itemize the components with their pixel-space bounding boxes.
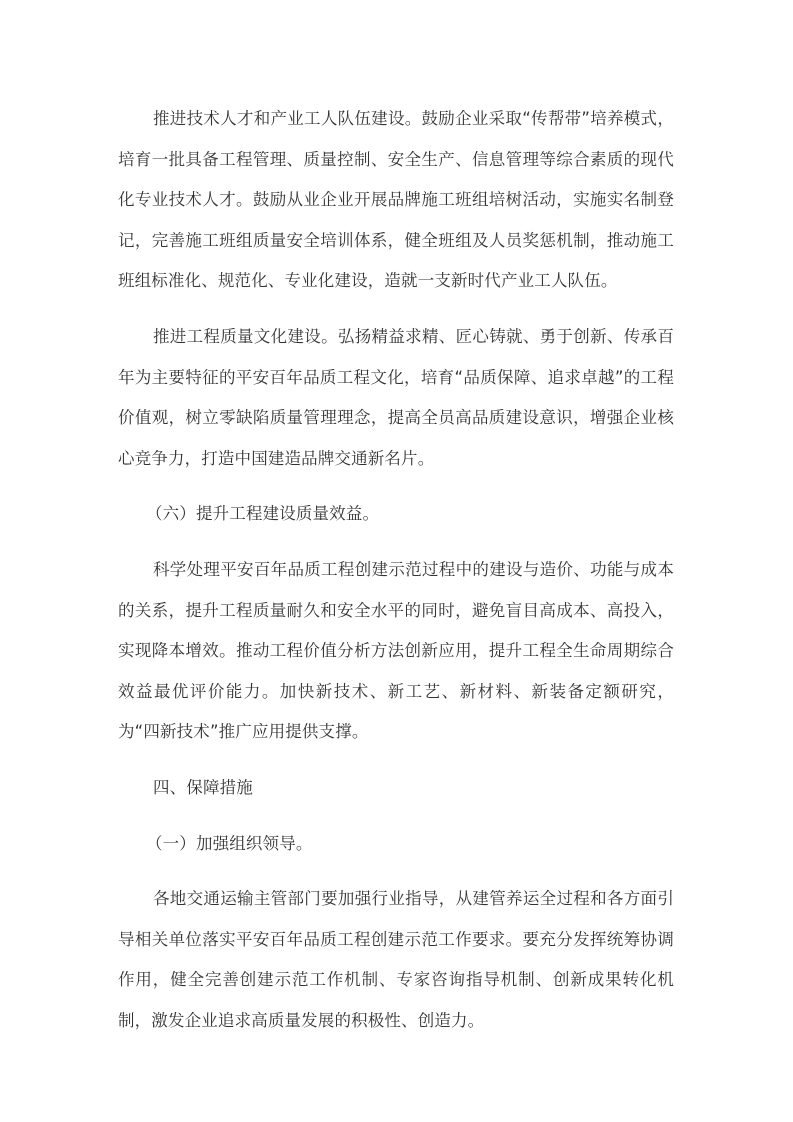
paragraph-quality-culture: 推进工程质量文化建设。弘扬精益求精、匠心铸就、勇于创新、传承百年为主要特征的平安百年品质工程文化，培育“品质保障、追求卓越”的工程价值观，树立零缺陷质量管理理念，提高全员高品质建设意识，增强企业核心竞争力，打造中国建造品牌交通新名片。 bbox=[118, 326, 674, 468]
paragraph-talent-workforce: 推进技术人才和产业工人队伍建设。鼓励企业采取“传帮带”培养模式，培育一批具备工程管理、质量控制、安全生产、信息管理等综合素质的现代化专业技术人才。鼓励从业企业开展品牌施工班组培树活动，实施实名制登记，完善施工班组质量安全培训体系，健全班组及人员奖惩机制，推动施工班组标准化、规范化、专业化建设，造就一支新时代产业工人队伍。 bbox=[118, 109, 674, 291]
section-heading-safeguards: 四、保障措施 bbox=[153, 777, 253, 797]
subheading-six: （六）提升工程建设质量效益。 bbox=[146, 504, 380, 524]
subheading-one: （一）加强组织领导。 bbox=[146, 833, 313, 853]
paragraph-quality-benefit: 科学处理平安百年品质工程创建示范过程中的建设与造价、功能与成本的关系，提升工程质量耐久和安全水平的同时，避免盲目高成本、高投入，实现降本增效。推动工程价值分析方法创新应用，提升工程全生命周期综合效益最优评价能力。加快新技术、新工艺、新材料、新装备定额研究，为“四新技术”推广应用提供支撑。 bbox=[118, 559, 674, 742]
paragraph-organization-leadership: 各地交通运输主管部门要加强行业指导，从建管养运全过程和各方面引导相关单位落实平安百年品质工程创建示范工作要求。要充分发挥统筹协调作用，健全完善创建示范工作机制、专家咨询指导机制、创新成果转化机制，激发企业追求高质量发展的积极性、创造力。 bbox=[118, 889, 674, 1030]
document-page bbox=[118, 99, 674, 1056]
